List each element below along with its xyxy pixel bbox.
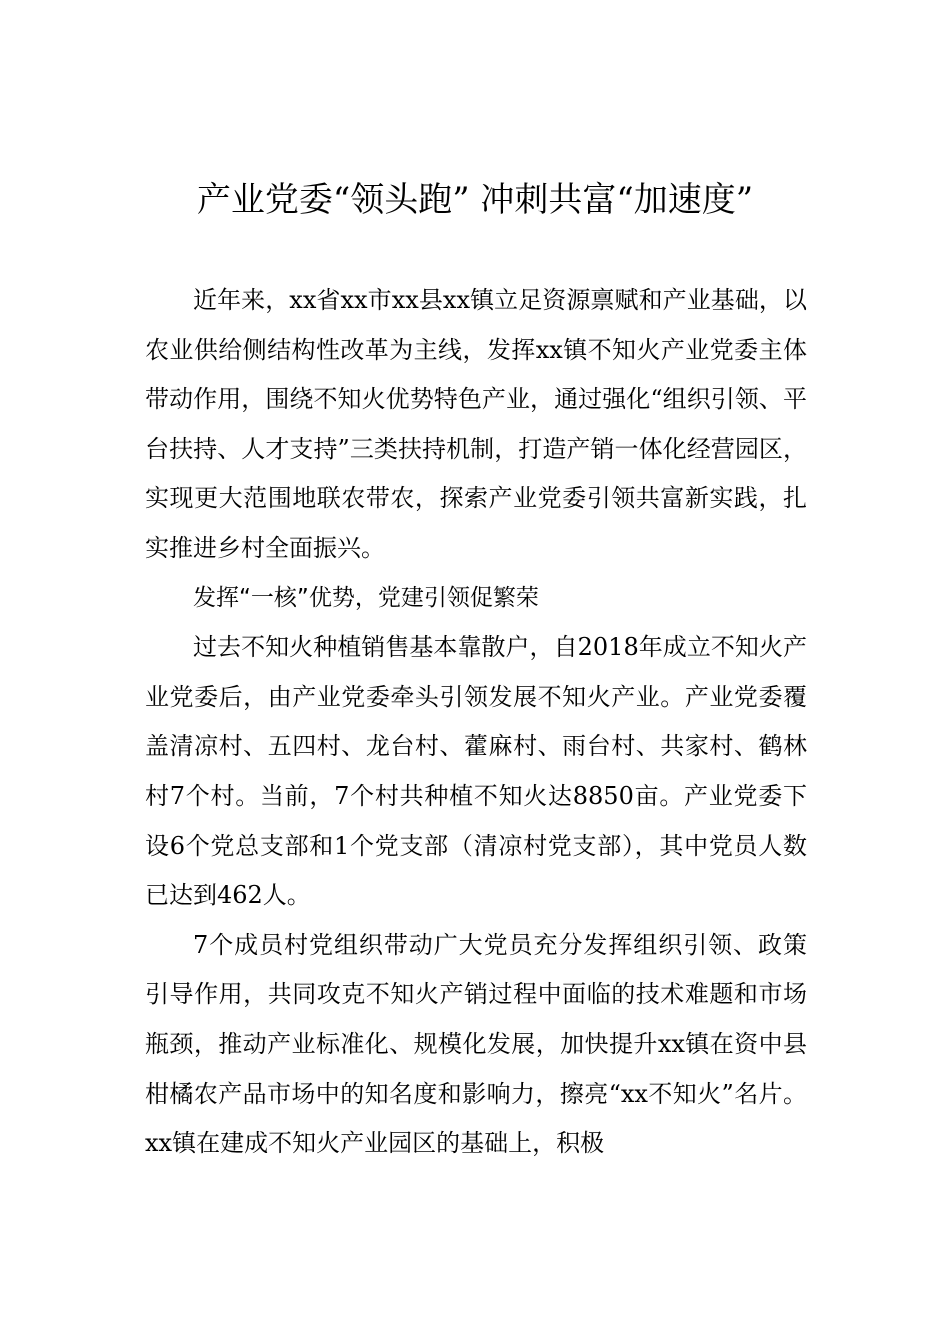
document-title: 产业党委“领头跑” 冲刺共富“加速度” — [196, 180, 754, 220]
section-paragraph-2: 7个成员村党组织带动广大党员充分发挥组织引领、政策引导作用，共同攻克不知火产销过程中面临的技术难题和市场瓶颈，推动产业标准化、规模化发展，加快提升xx镇在资中县柑橘农产品市场中的知名度和影响力，擦亮“xx不知火”名片。xx镇在建成不知火产业园区的基础上，积极 — [145, 930, 807, 1158]
document-body — [145, 276, 807, 1169]
intro-paragraph: 近年来，xx省xx市xx县xx镇立足资源禀赋和产业基础，以农业供给侧结构性改革为主线，发挥xx镇不知火产业党委主体带动作用，围绕不知火优势特色产业，通过强化“组织引领、平台扶持、人才支持”三类扶持机制，打造产销一体化经营园区，实现更大范围地联农带农，探索产业党委引领共富新实践，扎实推进乡村全面振兴。 — [145, 286, 807, 562]
section-heading: 发挥“一核”优势，党建引领促繁荣 — [193, 584, 539, 611]
section-paragraph-1: 过去不知火种植销售基本靠散户，自2018年成立不知火产业党委后，由产业党委牵头引领发展不知火产业。产业党委覆盖清凉村、五四村、龙台村、藿麻村、雨台村、共家村、鹤林村7个村。当前，7个村共种植不知火达8850亩。产业党委下设6个党总支部和1个党支部（清凉村党支部），其中党员人数已达到462人。 — [145, 633, 807, 910]
